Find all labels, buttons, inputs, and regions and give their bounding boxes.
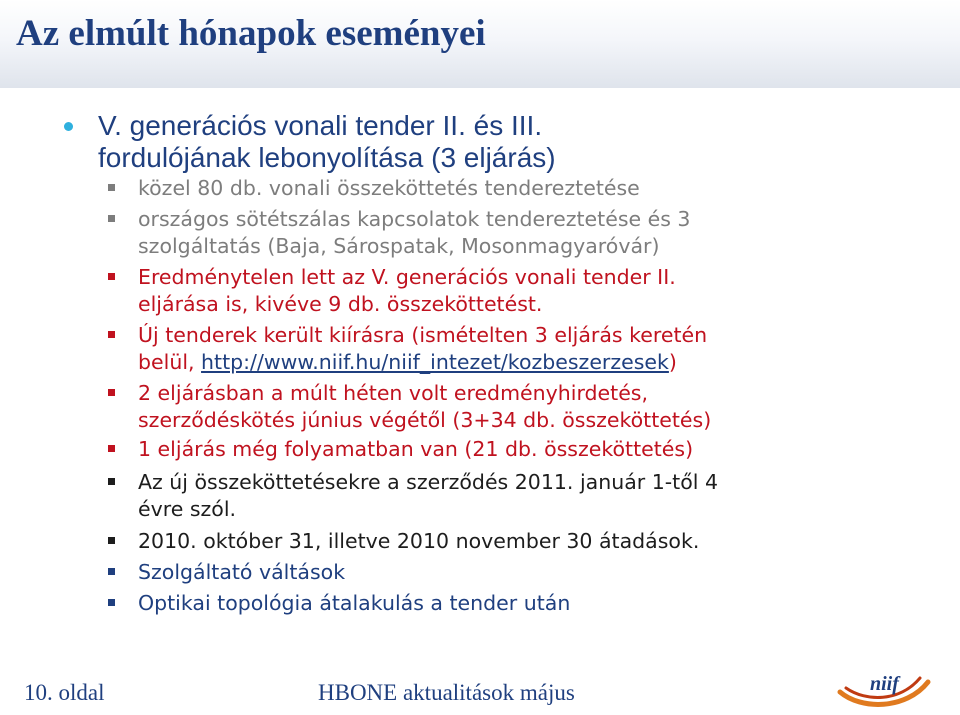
sub-item-text-post: ): [668, 350, 677, 374]
sub-item-text: országos sötétszálas kapcsolatok tendereztetése és 3: [138, 207, 691, 231]
sub-item-text: 1 eljárás még folyamatban van (21 db. összeköttetés): [138, 437, 694, 461]
page-number: 10. oldal: [24, 680, 105, 705]
square-bullet-icon: [108, 184, 115, 191]
sub-item-text: 2010. október 31, illetve 2010 november 30 átadások.: [138, 529, 700, 553]
slide-title: Az elmúlt hónapok eseményei: [16, 13, 486, 54]
sub-item-5: [138, 380, 918, 434]
square-bullet-icon: [108, 389, 115, 396]
sub-item-1: [138, 175, 918, 202]
sub-item-text-line2: szerződéskötés június végétől (3+34 db. összeköttetés): [138, 408, 712, 432]
sub-item-text: 2 eljárásban a múlt héten volt eredményhirdetés,: [138, 381, 649, 405]
main-bullet: [98, 110, 798, 174]
sub-item-4: [138, 322, 918, 376]
square-bullet-icon: [108, 445, 115, 452]
square-bullet-icon: [108, 215, 115, 222]
sub-item-text-line2: [138, 349, 918, 376]
procurement-link[interactable]: http://www.niif.hu/niif_intezet/kozbeszerzesek: [201, 350, 669, 374]
bullet-dot-icon: [64, 122, 73, 131]
sub-item-text-pre: belül,: [138, 350, 202, 374]
niif-logo: [836, 662, 932, 712]
sub-item-text: Új tenderek került kiírásra (ismételten 3 eljárás keretén: [138, 323, 708, 347]
footer-caption: HBONE aktualitások május: [318, 680, 575, 705]
main-bullet-line1: V. generációs vonali tender II. és III.: [98, 110, 543, 141]
square-bullet-icon: [108, 599, 115, 606]
sub-item-9: [138, 559, 918, 586]
sub-item-text: Eredménytelen lett az V. generációs vonali tender II.: [138, 265, 676, 289]
sub-item-2: [138, 206, 918, 260]
sub-item-text-line2: szolgáltatás (Baja, Sárospatak, Mosonmagyaróvár): [138, 234, 660, 258]
sub-item-8: [138, 528, 918, 555]
square-bullet-icon: [108, 273, 115, 280]
sub-item-text: Az új összeköttetésekre a szerződés 2011. január 1-től 4: [138, 470, 718, 494]
sub-item-text: Optikai topológia átalakulás a tender után: [138, 591, 571, 615]
sub-item-text: Szolgáltató váltások: [138, 560, 346, 584]
sub-item-7: [138, 469, 918, 523]
square-bullet-icon: [108, 568, 115, 575]
main-bullet-line2: fordulójának lebonyolítása (3 eljárás): [98, 142, 556, 173]
sub-item-text-line2: eljárása is, kivéve 9 db. összeköttetést.: [138, 292, 543, 316]
square-bullet-icon: [108, 478, 115, 485]
sub-item-6: [138, 436, 918, 463]
sub-item-text: közel 80 db. vonali összeköttetés tendereztetése: [138, 176, 640, 200]
square-bullet-icon: [108, 331, 115, 338]
square-bullet-icon: [108, 537, 115, 544]
sub-item-10: [138, 590, 918, 617]
logo-text: niif: [870, 673, 899, 695]
sub-item-3: [138, 264, 918, 318]
sub-item-text-line2: évre szól.: [138, 497, 237, 521]
